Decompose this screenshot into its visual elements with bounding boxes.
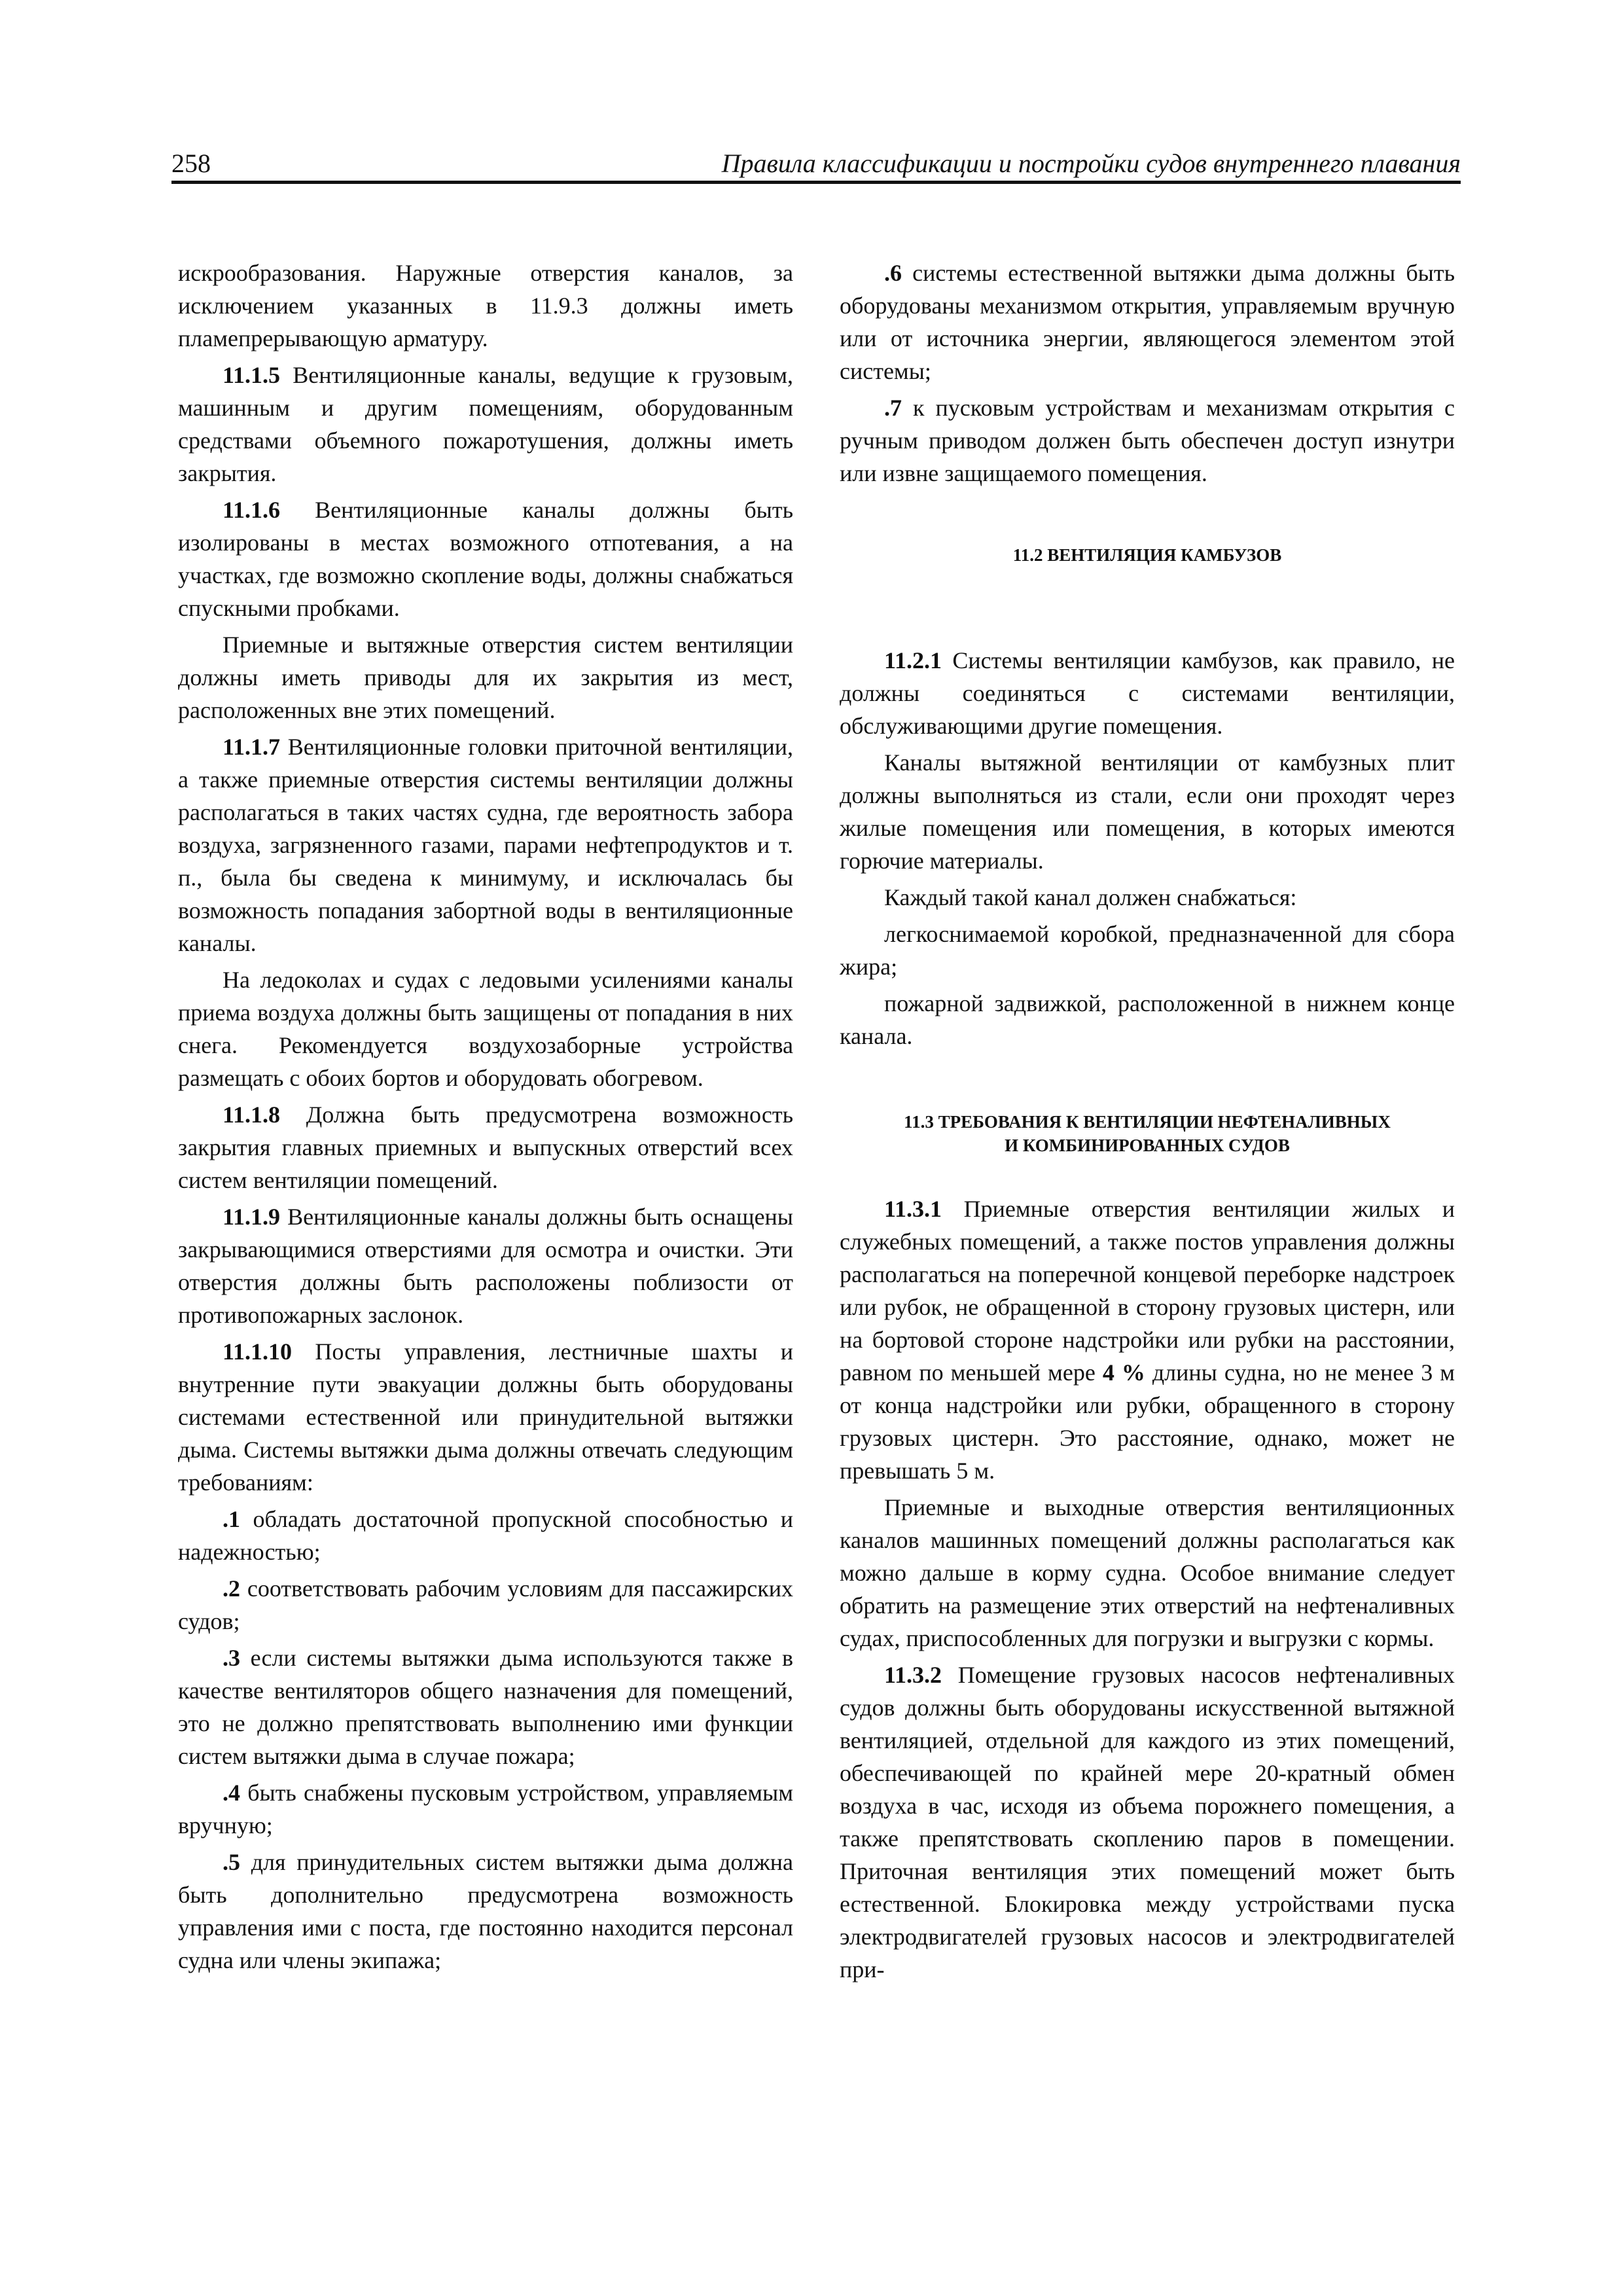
paragraph-text: Приемные и вытяжные отверстия систем вентиляции должны иметь приводы для их закрытия из мест, расположенных вне этих помещений. <box>178 632 793 723</box>
list-item <box>178 1641 793 1772</box>
list-item <box>178 1776 793 1842</box>
clause-number: 11.1.5 <box>223 362 281 388</box>
paragraph-text: Вентиляционные каналы должны быть оснащены закрывающимися отверстиями для осмотра и очистки. Эти отверстия должны быть расположены поблизости от противопожарных заслонок. <box>178 1204 793 1328</box>
paragraph <box>178 1335 793 1499</box>
section-heading <box>840 1110 1455 1157</box>
paragraph-text: Каждый такой канал должен снабжаться: <box>884 884 1297 910</box>
clause-number: 11.1.6 <box>223 497 281 523</box>
item-number: .6 <box>884 260 902 286</box>
paragraph <box>178 963 793 1094</box>
section-heading: 11.2 ВЕНТИЛЯЦИЯ КАМБУЗОВ <box>1012 545 1282 565</box>
paragraph-text: Каналы вытяжной вентиляции от камбузных плит должны выполняться из стали, если они проходят через жилые помещения или помещения, в которых имеются горючие материалы. <box>840 749 1455 874</box>
paragraph-text: к пусковым устройствам и механизмам открытия с ручным приводом должен быть обеспечен доступ изнутри или извне защищаемого помещения. <box>840 395 1455 486</box>
paragraph-text: На ледоколах и судах с ледовыми усилениями каналы приема воздуха должны быть защищены от попадания в них снега. Рекомендуется воздухозаборные устройства размещать с обоих бортов и оборудовать обогревом. <box>178 967 793 1091</box>
paragraph-text: быть снабжены пусковым устройством, управляемым вручную; <box>178 1780 793 1839</box>
paragraph-text: Системы вентиляции камбузов, как правило, не должны соединяться с системами вентиляции, обслуживающими другие помещения. <box>840 647 1455 739</box>
paragraph <box>178 730 793 960</box>
list-item <box>178 1846 793 1977</box>
list-item <box>840 391 1455 490</box>
paragraph <box>840 1659 1455 1986</box>
list-item <box>178 1572 793 1638</box>
paragraph-text: системы естественной вытяжки дыма должны быть оборудованы механизмом открытия, управляемым вручную или от источника энергии, являющегося элементом этой системы; <box>840 260 1455 384</box>
paragraph <box>840 881 1455 914</box>
paragraph <box>840 987 1455 1052</box>
paragraph-text: Вентиляционные каналы, ведущие к грузовым, машинным и другим помещениям, оборудованным средствами объемного пожаротушения, должны иметь закрытия. <box>178 362 793 486</box>
paragraph <box>840 644 1455 742</box>
left-text-column <box>178 257 793 1981</box>
paragraph <box>178 493 793 624</box>
clause-number: 11.2.1 <box>884 647 942 673</box>
paragraph-text: Вентиляционные головки приточной вентиляции, а также приемные отверстия системы вентиляции должны располагаться в таких частях судна, где вероятность забора воздуха, загрязненного газами, парами нефтепродуктов и т. п., была бы сведена к минимуму, и исключалась бы возможность попадания забортной воды в вентиляционные каналы. <box>178 734 793 956</box>
clause-number: 11.1.7 <box>223 734 281 760</box>
paragraph-text: Посты управления, лестничные шахты и внутренние пути эвакуации должны быть оборудованы системами естественной или принудительной вытяжки дыма. Системы вытяжки дыма должны отвечать следующим требованиям: <box>178 1338 793 1496</box>
paragraph <box>840 1193 1455 1487</box>
right-text-column <box>840 257 1455 1990</box>
paragraph <box>840 1491 1455 1655</box>
section-heading-line: И КОМБИНИРОВАННЫХ СУДОВ <box>1005 1136 1290 1155</box>
item-number: .5 <box>223 1849 240 1875</box>
item-number: .7 <box>884 395 902 421</box>
item-number: .3 <box>223 1645 240 1671</box>
paragraph-text: Приемные отверстия вентиляции жилых и служебных помещений, а также постов управления должны располагаться на поперечной концевой переборке надстроек или рубок, не обращенной в сторону грузовых цистерн, или на бортовой стороне надстройки или рубки на расстоянии, равном по меньшей мере <box>840 1196 1455 1386</box>
list-item <box>178 1503 793 1568</box>
paragraph-text: искрообразования. Наружные отверстия каналов, за исключением указанных в 11.9.3 должны иметь пламепрерывающую арматуру. <box>178 260 793 351</box>
item-number: .2 <box>223 1575 240 1602</box>
paragraph-text: если системы вытяжки дыма используются также в качестве вентиляторов общего назначения для помещений, это не должно препятствовать выполнению ими функции систем вытяжки дыма в случае пожара; <box>178 1645 793 1769</box>
clause-number: 11.1.10 <box>223 1338 293 1365</box>
emphasized-value: 4 % <box>1102 1359 1145 1386</box>
clause-number: 11.3.2 <box>884 1662 942 1688</box>
paragraph <box>840 918 1455 983</box>
paragraph-text: Должна быть предусмотрена возможность закрытия главных приемных и выпускных отверстий всех систем вентиляции помещений. <box>178 1102 793 1193</box>
item-number: .4 <box>223 1780 240 1806</box>
running-title: Правила классификации и постройки судов внутреннего плавания <box>721 149 1461 178</box>
clause-number: 11.1.9 <box>223 1204 281 1230</box>
paragraph-text: обладать достаточной пропускной способностью и надежностью; <box>178 1506 793 1565</box>
paragraph <box>178 1200 793 1331</box>
section-heading-line: 11.3 ТРЕБОВАНИЯ К ВЕНТИЛЯЦИИ НЕФТЕНАЛИВНЫХ <box>904 1112 1391 1132</box>
clause-number: 11.3.1 <box>884 1196 942 1222</box>
paragraph-text: длины судна, но не менее 3 м от конца надстройки или рубки, обращенного в сторону грузовых цистерн. Это расстояние, однако, может не превышать 5 м. <box>840 1359 1455 1484</box>
paragraph-text: пожарной задвижкой, расположенной в нижнем конце канала. <box>840 990 1455 1049</box>
paragraph-text: для принудительных систем вытяжки дыма должна быть дополнительно предусмотрена возможность управления ими с поста, где постоянно находится персонал судна или члены экипажа; <box>178 1849 793 1973</box>
paragraph-text: соответствовать рабочим условиям для пассажирских судов; <box>178 1575 793 1634</box>
paragraph-text: Вентиляционные каналы должны быть изолированы в местах возможного отпотевания, а на участках, где возможно скопление воды, должны снабжаться спускными пробками. <box>178 497 793 621</box>
page-header <box>171 145 1461 184</box>
item-number: .1 <box>223 1506 240 1532</box>
list-item <box>840 257 1455 387</box>
paragraph-text: легкоснимаемой коробкой, предназначенной для сбора жира; <box>840 921 1455 980</box>
paragraph-text: Приемные и выходные отверстия вентиляционных каналов машинных помещений должны располагаться как можно дальше в корму судна. Особое внимание следует обратить на размещение этих отверстий на нефтеналивных судах, приспособленных для погрузки и выгрузки с кормы. <box>840 1494 1455 1651</box>
paragraph <box>178 359 793 490</box>
page-number: 258 <box>171 149 211 178</box>
paragraph <box>840 746 1455 877</box>
paragraph <box>178 628 793 726</box>
paragraph-text: Помещение грузовых насосов нефтеналивных судов должны быть оборудованы искусственной вытяжной вентиляцией, отдельной для каждого из этих помещений, обеспечивающей по крайней мере 20-кратный обмен воздуха в час, исходя из объема порожнего помещения, а также препятствовать скоплению паров в помещении. Приточная вентиляция этих помещений может быть естественной. Блокировка между устройствами пуска электродвигателей грузовых насосов и электродвигателей при- <box>840 1662 1455 1982</box>
paragraph <box>178 257 793 355</box>
paragraph <box>178 1098 793 1196</box>
clause-number: 11.1.8 <box>223 1102 281 1128</box>
